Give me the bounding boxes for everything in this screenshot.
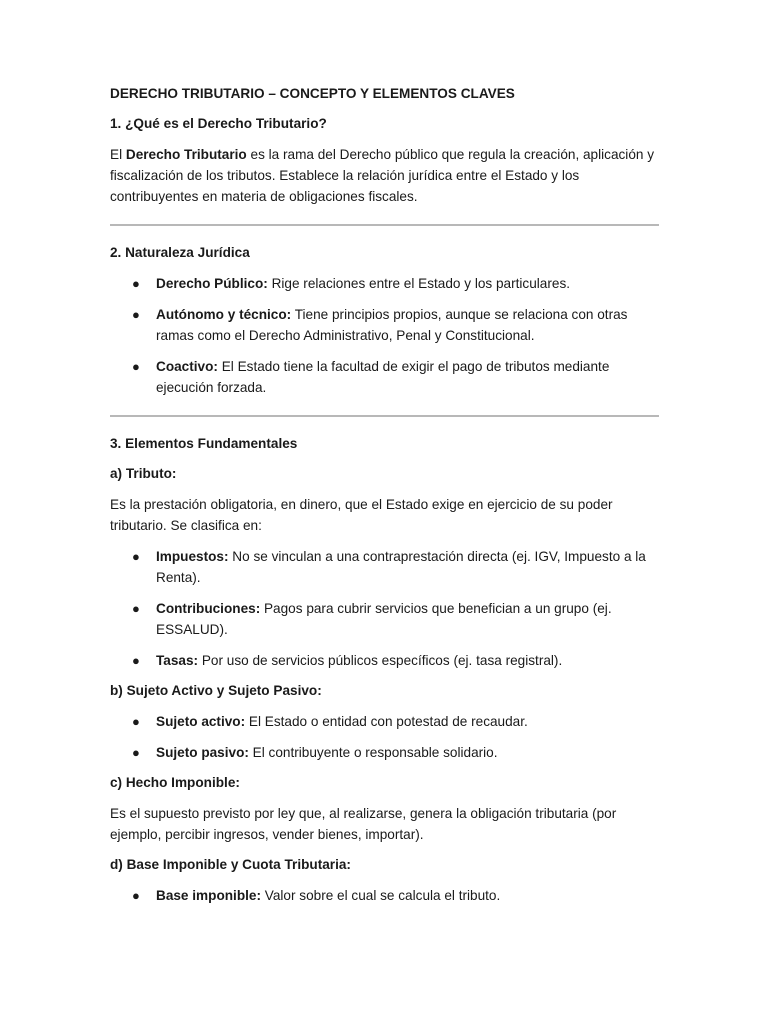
item-text: Tiene principios propios, aunque se relaciona con otras ramas como el Derecho Administrativo, Penal y Constitucional. [156, 307, 628, 343]
item-term: Derecho Público: [156, 276, 268, 291]
item-term: Autónomo y técnico: [156, 307, 292, 322]
item-text: No se vinculan a una contraprestación directa (ej. IGV, Impuesto a la Renta). [156, 549, 646, 585]
bullet-icon: ● [132, 359, 140, 374]
section-1-paragraph [110, 144, 659, 207]
section-2-list [110, 273, 659, 398]
item-text: Rige relaciones entre el Estado y los particulares. [267, 276, 571, 291]
subsection-d-heading: d) Base Imponible y Cuota Tributaria: [110, 857, 351, 872]
bullet-icon: ● [132, 888, 140, 903]
bullet-icon: ● [132, 307, 140, 322]
list-item [110, 650, 659, 671]
list-item [110, 546, 659, 588]
item-text: Pagos para cubrir servicios que benefician a un grupo (ej. ESSALUD). [156, 601, 612, 637]
document-page [110, 84, 659, 916]
document-title: DERECHO TRIBUTARIO – CONCEPTO Y ELEMENTOS CLAVES [110, 86, 515, 101]
bullet-icon: ● [132, 745, 140, 760]
section-divider [110, 224, 659, 226]
subsection-b-heading: b) Sujeto Activo y Sujeto Pasivo: [110, 683, 322, 698]
section-3-heading: 3. Elementos Fundamentales [110, 436, 298, 451]
item-term: Sujeto pasivo: [156, 745, 249, 760]
subsection-a-list [110, 546, 659, 671]
bullet-icon: ● [132, 276, 140, 291]
list-item [110, 304, 659, 346]
bullet-icon: ● [132, 549, 140, 564]
bullet-icon: ● [132, 601, 140, 616]
item-term: Base imponible: [156, 888, 261, 903]
bullet-icon: ● [132, 714, 140, 729]
list-item [110, 356, 659, 398]
section-1-para-rest: es la rama del Derecho público que regula la creación, aplicación y fiscalización de los tributos. Establece la relación jurídica entre el Estado y los contribuyentes en materia de obligaciones fiscales. [110, 147, 655, 204]
item-text: El Estado tiene la facultad de exigir el pago de tributos mediante ejecución forzada. [156, 359, 610, 395]
list-item [110, 598, 659, 640]
item-term: Coactivo: [156, 359, 218, 374]
item-term: Tasas: [156, 653, 199, 668]
item-text: El Estado o entidad con potestad de recaudar. [245, 714, 528, 729]
item-term: Sujeto activo: [156, 714, 246, 729]
item-term: Impuestos: [156, 549, 229, 564]
subsection-a-heading: a) Tributo: [110, 466, 177, 481]
item-text: El contribuyente o responsable solidario. [248, 745, 498, 760]
subsection-b-list [110, 711, 659, 763]
section-1-para-bold: Derecho Tributario [125, 147, 247, 162]
list-item [110, 885, 659, 906]
list-item [110, 273, 659, 294]
section-2-heading: 2. Naturaleza Jurídica [110, 245, 250, 260]
subsection-a-paragraph: Es la prestación obligatoria, en dinero, que el Estado exige en ejercicio de su poder tributario. Se clasifica en: [110, 497, 613, 533]
section-1-heading: 1. ¿Qué es el Derecho Tributario? [110, 116, 327, 131]
bullet-icon: ● [132, 653, 140, 668]
list-item [110, 742, 659, 763]
item-term: Contribuciones: [156, 601, 261, 616]
section-1-para-prefix: El [110, 147, 126, 162]
subsection-d-list [110, 885, 659, 906]
subsection-c-heading: c) Hecho Imponible: [110, 775, 240, 790]
section-divider [110, 415, 659, 417]
subsection-c-paragraph: Es el supuesto previsto por ley que, al realizarse, genera la obligación tributaria (por ejemplo, percibir ingresos, vender bienes, importar). [110, 806, 617, 842]
list-item [110, 711, 659, 732]
item-text: Valor sobre el cual se calcula el tributo. [261, 888, 501, 903]
item-text: Por uso de servicios públicos específicos (ej. tasa registral). [198, 653, 563, 668]
